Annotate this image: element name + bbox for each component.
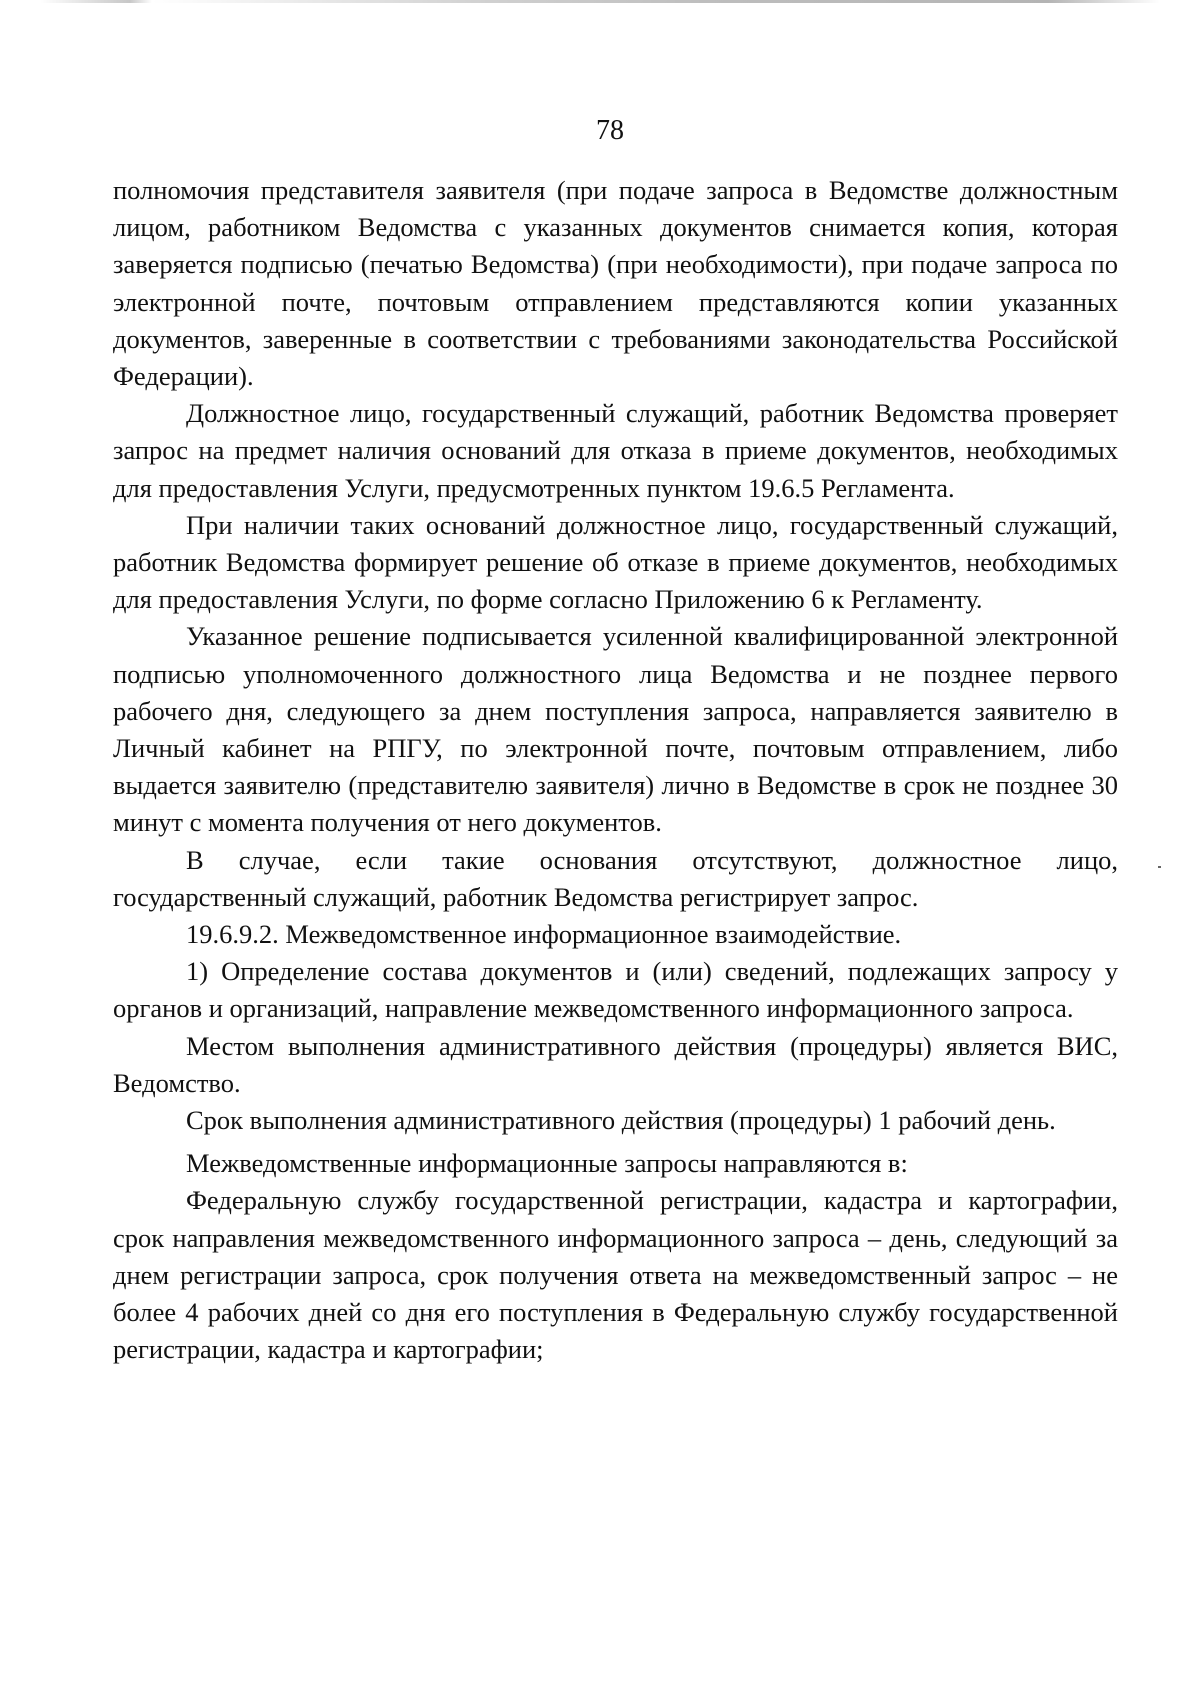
paragraph-rosreestr: Федеральную службу государственной регистрации, кадастра и картографии, срок направления межведомственного информационного запроса – день, следующий за днем регистрации запроса, срок получения ответа на межведомственный запрос – не более 4 рабочих дней со дня его поступления в Федеральную службу государственной регистрации, кадастра и картографии;: [113, 1185, 1118, 1365]
paragraph-decision-signing: Указанное решение подписывается усиленной квалифицированной электронной подписью уполномоченного должностного лица Ведомства и не позднее первого рабочего дня, следующего за днем поступления запроса, направляется заявителю в Личный кабинет на РПГУ, по электронной почте, почтовым отправлением, либо выдается заявителю (представителю заявителя) лично в Ведомстве в срок не позднее 30 минут с момента получения от него документов.: [113, 621, 1118, 838]
body-text: [113, 172, 1118, 1369]
paragraph-place: Местом выполнения административного действия (процедуры) является ВИС, Ведомство.: [113, 1030, 1118, 1098]
paragraph-requests-sent-to: Межведомственные информационные запросы направляются в:: [186, 1148, 908, 1179]
section-heading-19-6-9-2: 19.6.9.2. Межведомственное информационное взаимодействие.: [186, 919, 902, 950]
page-number: 78: [596, 115, 624, 146]
paragraph-registration: В случае, если такие основания отсутствуют, должностное лицо, государственный служащий, работник Ведомства регистрирует запрос.: [113, 844, 1118, 912]
paragraph-item-1: 1) Определение состава документов и (или) сведений, подлежащих запросу у органов и организаций, направление межведомственного информационного запроса.: [113, 956, 1118, 1024]
paragraph-check-request: Должностное лицо, государственный служащий, работник Ведомства проверяет запрос на предмет наличия оснований для отказа в приеме документов, необходимых для предоставления Услуги, предусмотренных пунктом 19.6.5 Регламента.: [113, 398, 1118, 503]
paragraph-refusal-decision: При наличии таких оснований должностное лицо, государственный служащий, работник Ведомства формирует решение об отказе в приеме документов, необходимых для предоставления Услуги, по форме согласно Приложению 6 к Регламенту.: [113, 509, 1118, 615]
scan-edge-artifact: [40, 0, 1160, 3]
paragraph-term: Срок выполнения административного действия (процедуры) 1 рабочий день.: [186, 1105, 1056, 1136]
scan-speck: [1158, 866, 1161, 868]
paragraph-continuation: полномочия представителя заявителя (при подаче запроса в Ведомстве должностным лицом, работником Ведомства с указанных документов снимается копия, которая заверяется подписью (печатью Ведомства) (при необходимости), при подаче запроса по электронной почте, почтовым отправлением представляются копии указанных документов, заверенные в соответствии с требованиями законодательства Российской Федерации).: [113, 175, 1118, 392]
